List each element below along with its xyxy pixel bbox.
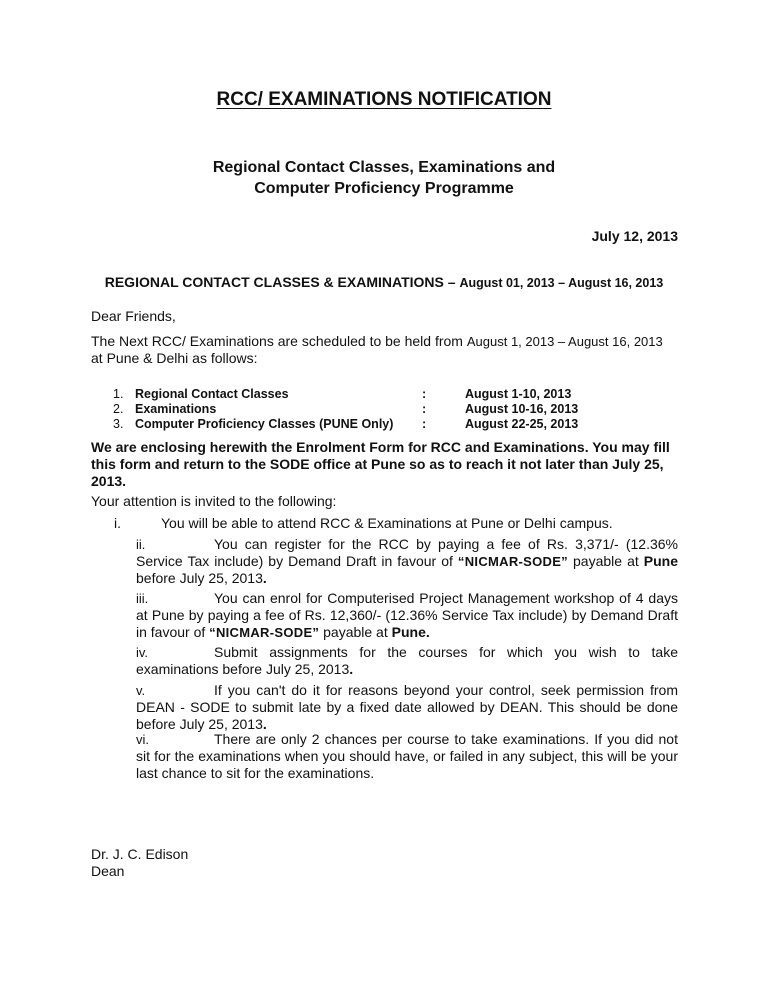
subtitle-line-2: Computer Proficiency Programme (254, 180, 514, 197)
schedule-row (91, 387, 691, 403)
schedule-separator: : (422, 417, 427, 431)
point-iv (136, 644, 678, 678)
point-vi-text: There are only 2 chances per course to take examinations. If you did not sit for the examinations when you should have, or failed in any subject, this will be your last chance to sit for the examinations. (136, 731, 678, 781)
point-v (136, 682, 678, 733)
point-iv-number: iv. (136, 645, 149, 660)
point-i (114, 515, 613, 531)
heading-dash: – (554, 276, 569, 290)
point-iii-number: iii. (136, 591, 149, 606)
schedule-separator: : (422, 402, 427, 416)
point-i-number: i. (114, 515, 121, 531)
intro-post: at Pune & Delhi as follows: (91, 350, 258, 366)
section-heading (0, 274, 768, 290)
point-iii-text: You can enrol for Computerised Project Management workshop of 4 days at Pune by paying a fee of Rs. 12,360/- (12.36% Service Tax include) by Demand Draft in favour of (136, 590, 678, 640)
schedule-num: 2. (113, 402, 124, 416)
schedule-value: August 22-25, 2013 (465, 417, 579, 431)
heading-date-end: August 16, 2013 (568, 276, 664, 290)
heading-date-start: August 01, 2013 (459, 276, 555, 290)
signatory-designation: Dean (91, 863, 125, 879)
point-iv-end: . (349, 661, 354, 677)
point-vi-number: vi. (136, 732, 149, 747)
payable-place: Pune (643, 553, 678, 569)
schedule-value: August 10-16, 2013 (465, 402, 579, 416)
subtitle (0, 157, 768, 199)
subtitle-line-1: Regional Contact Classes, Examinations and (212, 159, 556, 176)
point-ii-mid: payable at (568, 553, 644, 569)
schedule-num: 3. (113, 417, 124, 431)
point-ii (136, 536, 678, 587)
point-iii (136, 590, 678, 641)
letter-date: July 12, 2013 (591, 228, 678, 244)
point-i-text: You will be able to attend RCC & Examinations at Pune or Delhi campus. (161, 515, 613, 531)
schedule-row (91, 402, 691, 418)
intro-dates: August 1, 2013 – August 16, 2013 (466, 334, 663, 349)
point-ii-post: before July 25, 2013 (136, 570, 263, 586)
point-iv-text: Submit assignments for the courses for which you wish to take examinations before July 25, 2013 (136, 644, 678, 677)
point-vi (136, 731, 678, 782)
attention-line: Your attention is invited to the following: (91, 493, 337, 509)
payable-place: Pune. (391, 624, 430, 640)
signature-block (91, 846, 188, 880)
schedule-value: August 1-10, 2013 (465, 387, 572, 401)
point-v-number: v. (136, 683, 146, 698)
intro-pre: The Next RCC/ Examinations are scheduled to be held from (91, 333, 467, 349)
schedule-label: Computer Proficiency Classes (PUNE Only) (135, 417, 394, 431)
schedule-row (91, 417, 691, 433)
enclosing-paragraph: We are enclosing herewith the Enrolment Form for RCC and Examinations. You may fill this form and return to the SODE office at Pune so as to reach it not later than July 25, 2013. (91, 439, 670, 489)
greeting: Dear Friends, (91, 308, 176, 324)
page-title: RCC/ EXAMINATIONS NOTIFICATION (216, 89, 552, 110)
point-v-text: If you can't do it for reasons beyond your control, seek permission from DEAN - SODE to submit late by a fixed date allowed by DEAN. This should be done before July 25, 2013 (136, 682, 678, 732)
point-ii-number: ii. (136, 537, 146, 552)
heading-main: REGIONAL CONTACT CLASSES & EXAMINATIONS – (104, 274, 460, 290)
signatory-name: Dr. J. C. Edison (91, 846, 189, 862)
schedule-label: Examinations (135, 402, 217, 416)
point-ii-end: . (262, 570, 267, 586)
point-iii-mid: payable at (319, 624, 392, 640)
payee-name: “NICMAR-SODE” (209, 625, 320, 640)
payee-name: “NICMAR-SODE” (457, 554, 568, 569)
schedule-label: Regional Contact Classes (135, 387, 289, 401)
intro-paragraph (91, 333, 678, 367)
schedule-num: 1. (113, 387, 124, 401)
point-v-end: . (262, 716, 267, 732)
point-ii-text: You can register for the RCC by paying a fee of Rs. 3,371/- (12.36% Service Tax include) by Demand Draft in favour of (136, 536, 678, 569)
schedule-separator: : (422, 387, 427, 401)
